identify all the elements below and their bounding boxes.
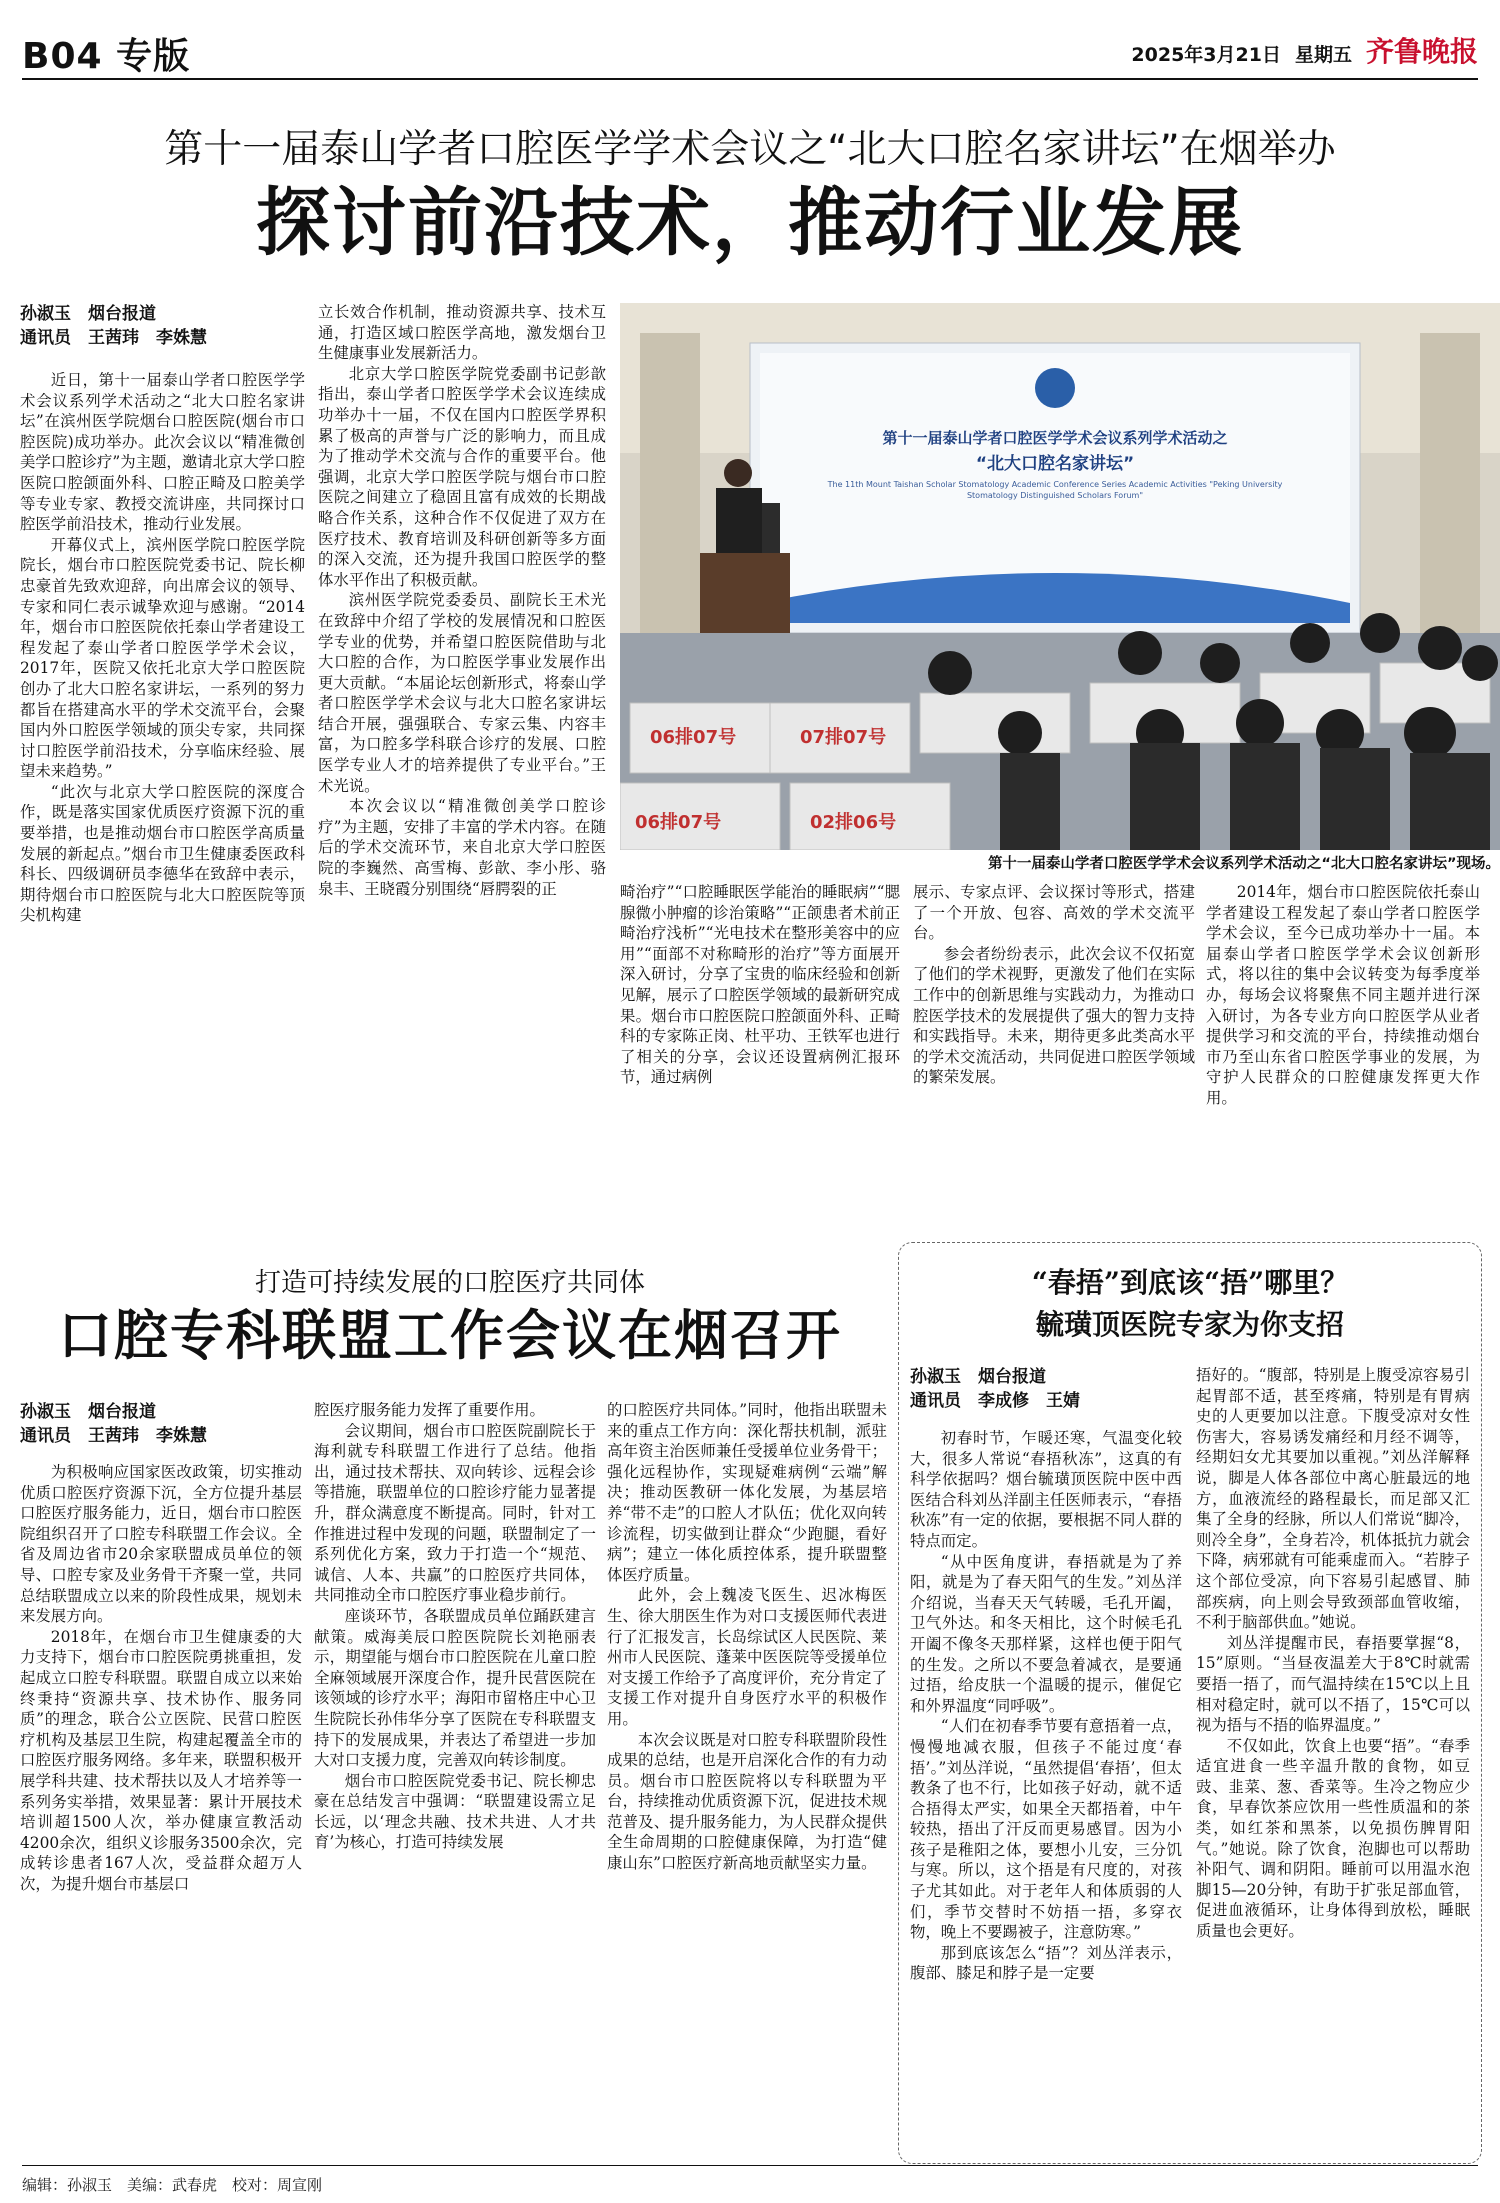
article3-byline — [910, 1365, 1180, 1413]
paragraph: 此外，会上魏凌飞医生、迟冰梅医生、徐大朋医生作为对口支援医师代表进行了汇报发言，长岛综试区人民医院、莱州市人民医院、蓬莱中医医院等受援单位对支援工作给予了高度评价，充分肯定了支援工作对提升自身医疗水平的积极作用。 — [607, 1586, 887, 1728]
article3-column-2 — [1196, 1365, 1470, 2154]
footer-credits: 编辑：孙淑玉 美编：武春虎 校对：周宣刚 — [22, 2176, 323, 2194]
article2-column-1 — [20, 1462, 302, 2162]
issue-date: 2025年3月21日 — [1131, 44, 1281, 66]
article1-column-2 — [318, 302, 606, 1260]
masthead-info — [1131, 30, 1478, 70]
paragraph: 开幕仪式上，滨州医学院口腔医学院院长，烟台市口腔医院党委书记、院长柳忠豪首先致欢迎辞，向出席会议的领导、专家和同仁表示诚挚欢迎与感谢。“2014年，烟台市口腔医院依托泰山学者建设工程发起了泰山学者口腔医学学术会议，2017年，医院又依托北京大学口腔医院创办了北大口腔名家讲坛，一系列的努力都旨在搭建高水平的学术交流平台，会聚国内外口腔医学领域的顶尖专家，共同探讨口腔医学前沿技术，分享临床经验、展望未来趋势。” — [20, 535, 305, 781]
article1-column-4 — [913, 882, 1195, 1260]
paragraph: 本次会议既是对口腔专科联盟阶段性成果的总结，也是开启深化合作的有力动员。烟台市口腔医院将以专科联盟为平台，持续推动优质资源下沉，促进技术规范普及、提升服务能力，为人民群众提供全生命周期的口腔健康保障，为打造“健康山东”口腔医疗新高地贡献坚实力量。 — [607, 1730, 887, 1873]
paragraph: “此次与北京大学口腔医院的深度合作，既是落实国家优质医疗资源下沉的重要举措，也是推动烟台市口腔医学高质量发展的新起点。”烟台市卫生健康委医政科科长、四级调研员李德华在致辞中表示，期待烟台市口腔医院与北大口腔医院等顶尖机构建 — [20, 782, 305, 925]
article2-headline: 口腔专科联盟工作会议在烟召开 — [58, 1303, 842, 1367]
paragraph: 刘丛洋提醒市民，春捂要掌握“8，15”原则。“当昼夜温差大于8℃时就需要捂一捂了，而气温持续在15℃以上且相对稳定时，就可以不捂了，15℃可以视为捂与不捂的临界温度。” — [1196, 1633, 1470, 1735]
paragraph: 畸治疗”“口腔睡眠医学能治的睡眠病”“腮腺微小肿瘤的诊治策略”“正颌患者术前正畸治疗浅析”“光电技术在整形美容中的应用”“面部不对称畸形的治疗”等方面展开深入研讨，分享了宝贵的临床经验和创新见解，展示了口腔医学领域的最新研究成果。烟台市口腔医院口腔颌面外科、正畸科的专家陈正岗、杜平功、王铁军也进行了相关的分享，会议还设置病例汇报环节，通过病例 — [620, 883, 900, 1087]
paragraph: 座谈环节，各联盟成员单位踊跃建言献策。威海美辰口腔医院院长刘艳丽表示，期望能与烟台市口腔医院在儿童口腔全麻领域展开深度合作，提升民营医院在该领域的诊疗水平；海阳市留格庄中心卫生院院长孙伟华分享了医院在专科联盟支持下的发展成果，并表达了希望进一步加大对口支援力度，完善双向转诊制度。 — [314, 1606, 596, 1770]
paragraph: “人们在初春季节要有意捂着一点，慢慢地减衣服，但孩子不能过度‘春捂’。”刘丛洋说，“虽然提倡‘春捂’，但太教条了也不行，比如孩子好动，就不适合捂得太严实，如果全天都捂着，中午较热，捂出了汗反而更易感冒。因为小孩子是稚阳之体，要想小儿安，三分饥与寒。所以，这个捂是有尺度的，对孩子尤其如此。对于老年人和体质弱的人们，季节交替时不妨捂一捂，多穿衣物，晚上不要踢被子，注意防寒。” — [910, 1717, 1182, 1942]
article2-column-2 — [314, 1400, 596, 2162]
article1-byline — [20, 302, 300, 350]
article3-correspondents: 通讯员 李成修 王婧 — [910, 1391, 1080, 1411]
paragraph: “从中医角度讲，春捂就是为了养阳，就是为了春天阳气的生发。”刘丛洋介绍说，当春天天气转暖，毛孔开阖，卫气外达。和冬天相比，这个时候毛孔开阖不像冬天那样紧，这样也便于阳气的生发。之所以不要急着减衣，是要通过捂，给皮肤一个温暖的提示，催促它和外界温度“同呼吸”。 — [910, 1552, 1182, 1715]
paragraph: 参会者纷纷表示，此次会议不仅拓宽了他们的学术视野，更激发了他们在实际工作中的创新思维与实践动力，为推动口腔医学技术的发展提供了强大的智力支持和实践指导。未来，期待更多此类高水平的学术交流活动，共同促进口腔医学领域的繁荣发展。 — [913, 944, 1195, 1087]
bottom-rule — [22, 2165, 1478, 2166]
article2-kicker: 打造可持续发展的口腔医疗共同体 — [254, 1268, 645, 1298]
top-rule — [22, 78, 1478, 80]
article3-column-1 — [910, 1428, 1182, 2154]
page-label: B04 专版 — [22, 36, 191, 77]
seat-label: 06排07号 — [650, 727, 737, 748]
paragraph: 展示、专家点评、会议探讨等形式，搭建了一个开放、包容、高效的学术交流平台。 — [913, 883, 1195, 943]
slide-title-line2: “北大口腔名家讲坛” — [975, 454, 1135, 474]
paragraph: 会议期间，烟台市口腔医院副院长于海利就专科联盟工作进行了总结。他指出，通过技术帮扶、双向转诊、远程会诊等措施，联盟单位的口腔诊疗能力显著提升，群众满意度不断提高。同时，针对工作推进过程中发现的问题，联盟制定了一系列优化方案，致力于打造一个“规范、诚信、人本、共赢”的口腔医疗共同体，共同推动全市口腔医疗事业稳步前行。 — [314, 1421, 596, 1605]
conference-photo — [620, 303, 1500, 850]
article1-column-5 — [1206, 882, 1480, 1260]
article2-reporter: 孙淑玉 烟台报道 — [20, 1402, 156, 1422]
paragraph: 那到底该怎么“捂”？刘丛洋表示，腹部、膝足和脖子是一定要 — [910, 1943, 1182, 1983]
article2-column-3 — [607, 1400, 887, 2162]
paragraph: 2014年，烟台市口腔医院依托泰山学者建设工程发起了泰山学者口腔医学学术会议，至今已成功举办十一届。本届泰山学者口腔医学学术会议创新形式，将以往的集中会议转变为每季度举办，每场会议将聚焦不同主题并进行深入研讨，为各专业方向口腔医学从业者提供学习和交流的平台，持续推动烟台市乃至山东省口腔医学事业的发展，为守护人民群众的口腔健康发挥更大作用。 — [1206, 883, 1480, 1107]
seat-label: 02排06号 — [810, 812, 897, 833]
seat-label: 06排07号 — [635, 812, 722, 833]
article3-reporter: 孙淑玉 烟台报道 — [910, 1367, 1046, 1387]
seat-label: 07排07号 — [800, 727, 887, 748]
slide-subtitle-en: The 11th Mount Taishan Scholar Stomatology Academic Conference Series Academic Activities "Peking University Stomatology Distinguished Scholars Forum" — [827, 480, 1283, 500]
paragraph: 腔医疗服务能力发挥了重要作用。 — [314, 1401, 545, 1419]
article1-reporter: 孙淑玉 烟台报道 — [20, 304, 156, 324]
paragraph: 为积极响应国家医改政策，切实推动优质口腔医疗资源下沉，全方位提升基层口腔医疗服务能力，近日，烟台市口腔医院组织召开了口腔专科联盟工作会议。全省及周边省市20余家联盟成员单位的领导、口腔专家及业务骨干齐聚一堂，共同总结联盟成立以来的阶段性成果，规划未来发展方向。 — [20, 1463, 302, 1626]
article2-byline — [20, 1400, 300, 1448]
paragraph: 捂好的。“腹部，特别是上腹受凉容易引起胃部不适，甚至疼痛，特别是有胃病史的人更要加以注意。下腹受凉对女性伤害大，容易诱发痛经和月经不调等，经期妇女尤其要加以重视。”刘丛洋解释说，脚是人体各部位中离心脏最远的地方，血液流经的路程最长，而足部又汇集了全身的经脉，所以人们常说“脚冷，则冷全身”，全身若冷，机体抵抗力就会下降，病邪就有可能乘虚而入。“若脖子这个部位受凉，向下容易引起感冒、肺部疾病，向上则会导致颈部血管收缩，不利于脑部供血。”她说。 — [1196, 1366, 1470, 1632]
article1-column-3 — [620, 882, 900, 1260]
photo-caption: 第十一届泰山学者口腔医学学术会议系列学术活动之“北大口腔名家讲坛”现场。 — [987, 856, 1500, 872]
paragraph: 立长效合作机制，推动资源共享、技术互通，打造区域口腔医学高地，激发烟台卫生健康事业发展新活力。 — [318, 303, 606, 363]
article1-kicker: 第十一届泰山学者口腔医学学术会议之“北大口腔名家讲坛”在烟举办 — [164, 127, 1336, 172]
paragraph: 滨州医学院党委委员、副院长王术光在致辞中介绍了学校的发展情况和口腔医学专业的优势，并希望口腔医院借助与北大口腔的合作，为口腔医学事业发展作出更大贡献。“本届论坛创新形式，将泰山学者口腔医学学术会议与北大口腔名家讲坛结合开展，强强联合、专家云集、内容丰富，为口腔多学科联合诊疗的发展、口腔医学专业人才的培养提供了专业平台。”王术光说。 — [318, 591, 606, 795]
paragraph: 2018年，在烟台市卫生健康委的大力支持下，烟台市口腔医院勇挑重担，发起成立口腔专科联盟。联盟自成立以来始终秉持“资源共享、技术协作、服务同质”的理念，联合公立医院、民营口腔医疗机构及基层卫生院，构建起覆盖全市的口腔医疗服务网络。多年来，联盟积极开展学科共建、技术帮扶以及人才培养等一系列务实举措，效果显著：累计开展技术培训超1500人次，举办健康宣教活动4200余次，组织义诊服务3500余次，完成转诊患者167人次，受益群众超万人次，为提升烟台市基层口 — [20, 1627, 302, 1893]
article3-title-line2: 毓璜顶医院专家为你支招 — [1035, 1308, 1344, 1341]
article3-title-line1: “春捂”到底该“捂”哪里？ — [1031, 1266, 1349, 1299]
article1-headline: 探讨前沿技术，推动行业发展 — [256, 180, 1244, 266]
issue-weekday: 星期五 — [1294, 44, 1352, 66]
paragraph: 本次会议以“精准微创美学口腔诊疗”为主题，安排了丰富的学术内容。在随后的学术交流环节，来自北京大学口腔医院的李巍然、高雪梅、彭歆、李小彤、骆泉丰、王晓霞分别围绕“唇腭裂的正 — [318, 797, 606, 898]
article1-column-1 — [20, 370, 305, 1260]
article3-title — [898, 1262, 1482, 1346]
paragraph: 北京大学口腔医学院党委副书记彭歆指出，泰山学者口腔医学学术会议连续成功举办十一届，不仅在国内口腔医学界积累了极高的声誉与广泛的影响力，而且成为了推动学术交流与合作的重要平台。他强调，北京大学口腔医学院与烟台市口腔医院之间建立了稳固且富有成效的长期战略合作关系，这种合作不仅促进了双方在医疗技术、教育培训及科研创新等多方面的深入交流，还为提升我国口腔医学的整体水平作出了积极贡献。 — [318, 364, 606, 589]
paragraph: 近日，第十一届泰山学者口腔医学学术会议系列学术活动之“北大口腔名家讲坛”在滨州医学院烟台口腔医院(烟台市口腔医院)成功举办。此次会议以“精准微创美学口腔诊疗”为主题，邀请北京大学口腔医院口腔颌面外科、口腔正畸及口腔美学等专业专家、教授交流讲座，共同探讨口腔医学前沿技术，推动行业发展。 — [20, 371, 305, 534]
paragraph: 的口腔医疗共同体。”同时，他指出联盟未来的重点工作方向：深化帮扶机制，派驻高年资主治医师兼任受援单位业务骨干；强化远程协作，实现疑难病例“云端”解决；推动医教研一体化发展，为基层培养“带不走”的口腔人才队伍；优化双向转诊流程，切实做到让群众“少跑腿，看好病”；建立一体化质控体系，提升联盟整体医疗质量。 — [607, 1401, 887, 1584]
conference-photo-illustration — [620, 303, 1500, 850]
paragraph: 初春时节，乍暖还寒，气温变化较大，很多人常说“春捂秋冻”，这真的有科学依据吗？烟台毓璜顶医院中医中西医结合科刘丛洋副主任医师表示，“春捂秋冻”有一定的依据，要根据不同人群的特点而定。 — [910, 1429, 1182, 1550]
paragraph: 不仅如此，饮食上也要“捂”。“春季适宜进食一些辛温升散的食物，如豆豉、韭菜、葱、香菜等。生冷之物应少食，早春饮茶应饮用一些性质温和的茶类，如红茶和黑茶，以免损伤脾胃阳气。”她说。除了饮食，泡脚也可以帮助补阳气、调和阴阳。睡前可以用温水泡脚15—20分钟，有助于扩张足部血管，促进血液循环，让身体得到放松，睡眠质量也会更好。 — [1196, 1736, 1470, 1941]
paragraph: 烟台市口腔医院党委书记、院长柳忠豪在总结发言中强调：“联盟建设需立足长远，以‘理念共融、技术共进、人才共育’为核心，打造可持续发展 — [314, 1771, 596, 1852]
newspaper-logo: 齐鲁晚报 — [1365, 35, 1478, 68]
article1-correspondents: 通讯员 王茜玮 李姝慧 — [20, 328, 207, 348]
article2-correspondents: 通讯员 王茜玮 李姝慧 — [20, 1426, 207, 1446]
slide-title-line1: 第十一届泰山学者口腔医学学术会议系列学术活动之 — [882, 429, 1228, 447]
